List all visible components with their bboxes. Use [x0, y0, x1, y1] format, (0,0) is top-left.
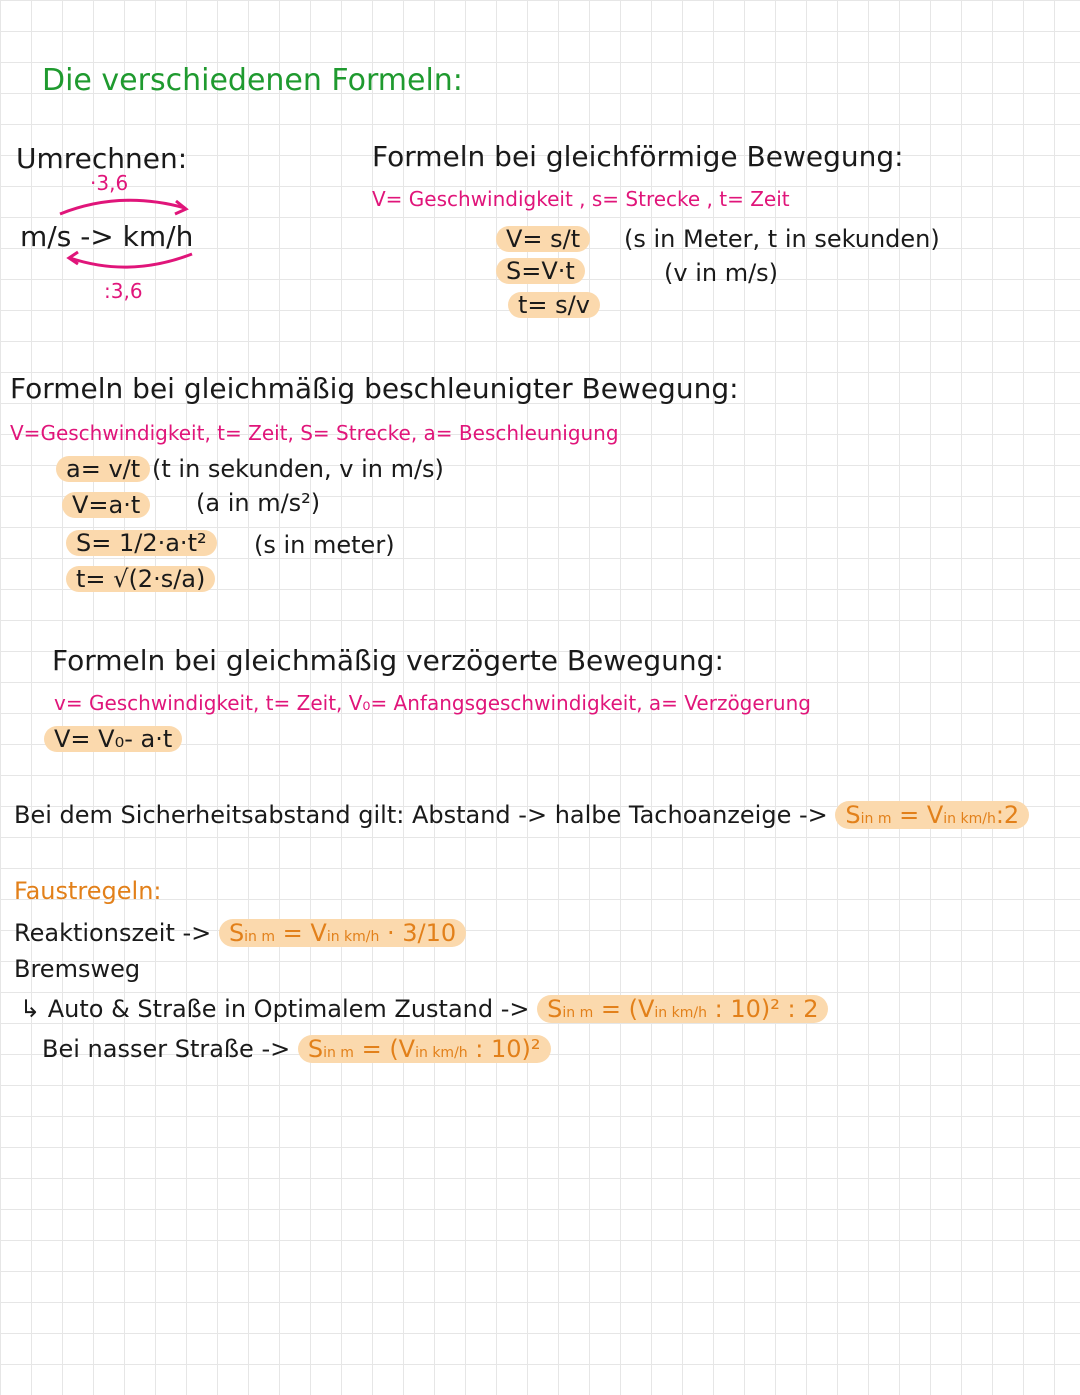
safety-distance-line [14, 802, 1029, 828]
uniform-legend: V= Geschwindigkeit , s= Strecke , t= Zeit [372, 187, 790, 211]
accelerated-formula-acceleration-note: (t in sekunden, v in m/s) [152, 455, 444, 483]
accelerated-legend: V=Geschwindigkeit, t= Zeit, S= Strecke, a= Beschleunigung [10, 421, 619, 445]
accelerated-formula-velocity: V=a·t [62, 492, 150, 518]
reaction-line [14, 920, 466, 946]
optimal-line [20, 996, 828, 1022]
safety-distance-text: Bei dem Sicherheitsabstand gilt: Abstand -> halbe Tachoanzeige -> [14, 801, 828, 829]
accelerated-formula-distance-note: (s in meter) [254, 531, 395, 559]
wet-label: Bei nasser Straße -> [42, 1035, 291, 1063]
conversion-heading: Umrechnen: [16, 142, 188, 175]
reaction-formula: Sin m = Vin km/h · 3/10 [219, 919, 466, 947]
safety-distance-formula: Sin m = Vin km/h:2 [835, 801, 1029, 829]
uniform-formula-time: t= s/v [508, 292, 600, 318]
optimal-formula: Sin m = (Vin km/h : 10)² : 2 [537, 995, 828, 1023]
uniform-formula-distance-note: (v in m/s) [664, 259, 779, 287]
wet-line [42, 1036, 551, 1062]
rules-heading: Faustregeln: [14, 877, 162, 905]
uniform-formula-velocity-note: (s in Meter, t in sekunden) [624, 225, 940, 253]
decelerated-formula-velocity: V= V₀- a·t [44, 726, 182, 752]
divide-factor: :3,6 [104, 279, 143, 303]
accelerated-formula-acceleration: a= v/t [56, 456, 150, 482]
accelerated-heading: Formeln bei gleichmäßig beschleunigter Bewegung: [10, 372, 739, 405]
accelerated-formula-distance: S= 1/2·a·t² [66, 530, 217, 556]
accelerated-formula-velocity-note: (a in m/s²) [196, 489, 321, 517]
uniform-formula-velocity: V= s/t [496, 226, 590, 252]
optimal-label: ↳ Auto & Straße in Optimalem Zustand -> [20, 995, 530, 1023]
uniform-heading: Formeln bei gleichförmige Bewegung: [372, 140, 904, 173]
wet-formula: Sin m = (Vin km/h : 10)² [298, 1035, 551, 1063]
accelerated-formula-time: t= √(2·s/a) [66, 566, 215, 592]
decelerated-legend: v= Geschwindigkeit, t= Zeit, V₀= Anfangsgeschwindigkeit, a= Verzögerung [54, 691, 811, 715]
multiply-factor: ·3,6 [90, 171, 129, 195]
brake-label: Bremsweg [14, 955, 141, 983]
uniform-formula-distance: S=V·t [496, 258, 585, 284]
page-title: Die verschiedenen Formeln: [42, 63, 463, 98]
conversion-units: m/s -> km/h [20, 220, 194, 253]
decelerated-heading: Formeln bei gleichmäßig verzögerte Bewegung: [52, 644, 724, 677]
reaction-label: Reaktionszeit -> [14, 919, 212, 947]
